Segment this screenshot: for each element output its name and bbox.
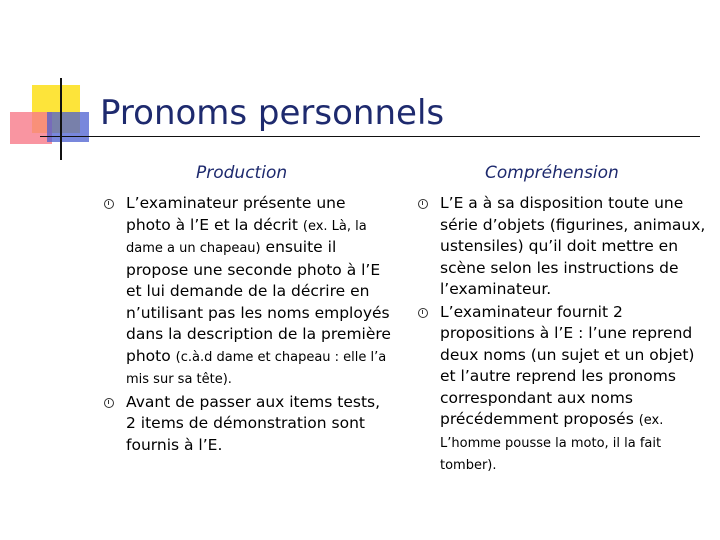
- title-underline: [40, 136, 700, 137]
- example-text: (ex. L’homme pousse la moto, il la fait tomber).: [440, 413, 664, 473]
- list-item: [104, 193, 394, 391]
- slide-title: Pronoms personnels: [100, 93, 445, 133]
- decor-red-square: [10, 112, 52, 144]
- bullet-text: Avant de passer aux items tests, 2 items de démonstration sont fournis à l’E.: [126, 392, 381, 454]
- list-item: [104, 392, 394, 457]
- bullet-text-part: L’examinateur fournit 2 propositions à l’E : l’une reprend deux noms (un sujet et un objet) et l’autre reprend les pronoms correspondant aux noms précédemment proposés: [440, 302, 695, 428]
- circle-bullet-icon: [418, 308, 428, 318]
- bullet-text-part: ensuite il propose une seconde photo à l’E et lui demande de la décrire en n’utilisant pas les noms employés dans la description de la première photo: [126, 238, 391, 365]
- example-text: (ex. Là, la dame a un chapeau): [126, 218, 367, 256]
- bullet-text: L’E a à sa disposition toute une série d’objets (figurines, animaux, ustensiles) qu’il doit mettre en scène selon les instructions de l’examinateur.: [440, 194, 706, 298]
- decor-blue-square: [47, 112, 89, 142]
- column-heading-production: Production: [196, 163, 288, 183]
- production-bullet-list: [104, 193, 394, 457]
- list-item: [418, 193, 708, 301]
- bullet-text: [440, 302, 708, 477]
- list-item: [418, 302, 708, 477]
- circle-bullet-icon: [418, 199, 428, 209]
- circle-bullet-icon: [104, 199, 114, 209]
- circle-bullet-icon: [104, 398, 114, 408]
- bullet-text: [126, 193, 394, 391]
- column-heading-comprehension: Compréhension: [485, 163, 619, 183]
- decor-vertical-line: [60, 78, 62, 160]
- example-text: (c.à.d dame et chapeau : elle l’a mis sur sa tête).: [126, 349, 387, 387]
- bullet-text-part: L’examinateur présente une photo à l’E et la décrit: [126, 194, 346, 234]
- comprehension-bullet-list: [418, 193, 708, 478]
